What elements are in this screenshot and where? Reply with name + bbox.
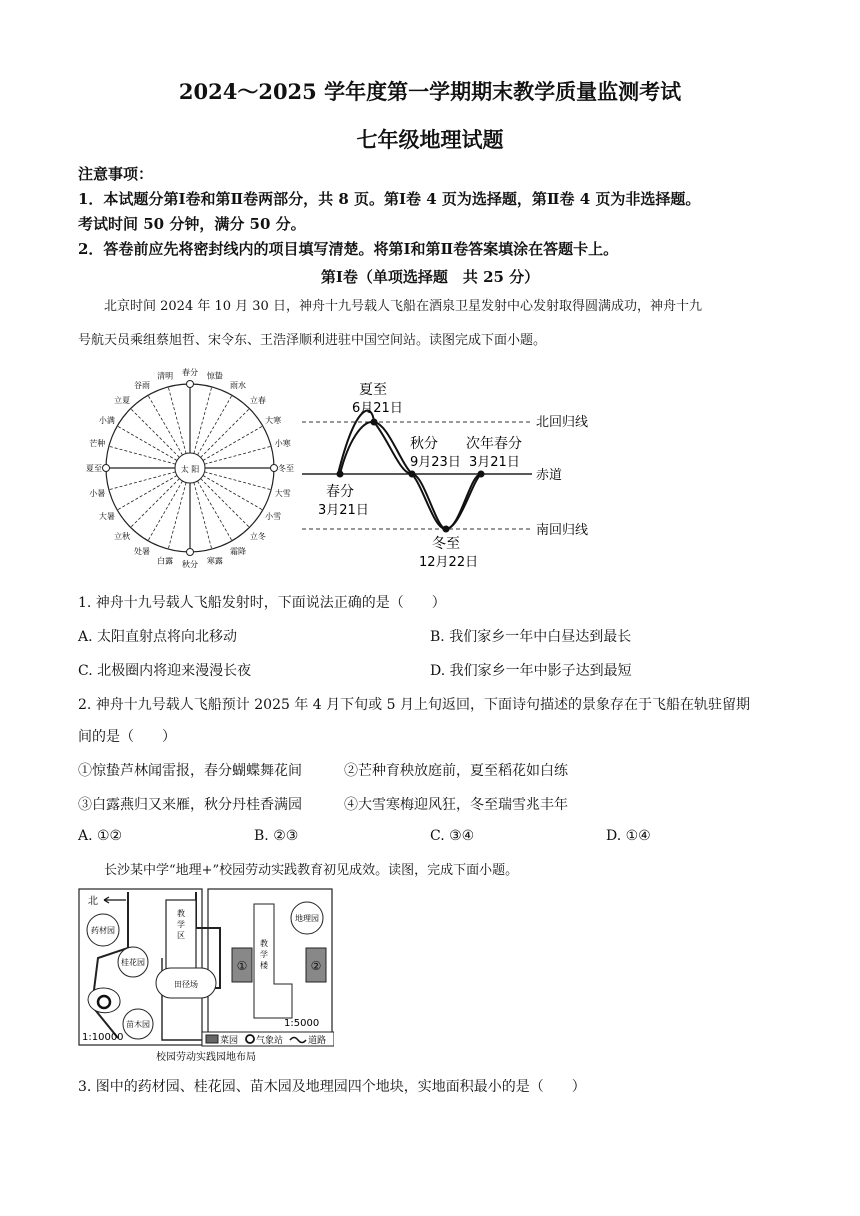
plot-1-label: ① (236, 959, 248, 973)
notice-item-1: 1．本试题分第Ⅰ卷和第Ⅱ卷两部分，共 8 页。第Ⅰ卷 4 页为选择题，第Ⅱ卷 4 页为非选择题。 (78, 190, 701, 208)
key-term-marker (103, 465, 110, 472)
tropic-north-label: 北回归线 (536, 415, 589, 430)
q2-poem-4: ④大雪寒梅迎风狂，冬至瑞雪兆丰年 (344, 797, 568, 813)
direct-point-curve (302, 382, 588, 570)
wheel-spoke (194, 482, 212, 549)
wheel-spoke (203, 426, 263, 461)
solar-term-label: 惊蛰 (206, 371, 223, 381)
solar-term-label: 小寒 (274, 439, 291, 449)
sun-label: 太 阳 (180, 465, 200, 474)
solar-term-label: 谷雨 (134, 380, 150, 390)
autumn-label: 秋分 (410, 436, 438, 452)
wheel-spoke (204, 446, 271, 464)
solar-term-label: 秋分 (182, 560, 198, 569)
summer-label: 夏至 (359, 382, 387, 398)
point-next-spring (478, 471, 485, 478)
nursery-garden-label: 苗木园 (126, 1020, 150, 1029)
question-2-stem-cont: 间的是（ ） (78, 729, 176, 745)
equator-label: 赤道 (536, 468, 563, 483)
q2-option-a[interactable]: A. ①② (78, 828, 123, 844)
herb-garden-label: 药材园 (91, 926, 115, 935)
q1-option-a[interactable]: A. 太阳直射点将向北移动 (78, 629, 238, 645)
point-winter (443, 526, 450, 533)
solar-term-label: 春分 (182, 368, 198, 377)
scale-left: 1:10000 (82, 1032, 124, 1043)
section-title: 第Ⅰ卷（单项选择题 共 25 分） (320, 268, 540, 286)
intro-2: 长沙某中学“地理+”校园劳动实践教育初见成效。读图，完成下面小题。 (104, 863, 519, 878)
question-2-stem: 2. 神舟十九号载人飞船预计 2025 年 4 月下旬或 5 月上旬返回，下面诗句描述的景象存在于飞船在轨驻留期 (78, 697, 750, 713)
teaching-building-label: 教学楼 (260, 939, 268, 970)
point-summer (371, 419, 378, 426)
exam-subtitle: 七年级地理试题 (356, 127, 504, 152)
wheel-spoke (194, 387, 212, 454)
wheel-spoke (131, 409, 180, 458)
q2-option-b[interactable]: B. ②③ (254, 828, 299, 844)
key-term-marker (187, 381, 194, 388)
plot-2-label: ② (310, 959, 322, 973)
question-1-stem: 1. 神舟十九号载人飞船发射时，下面说法正确的是（ ） (78, 595, 446, 611)
wheel-spoke (201, 479, 250, 528)
q1-option-c[interactable]: C. 北极圈内将迎来漫漫长夜 (78, 663, 252, 679)
wheel-spoke (198, 481, 233, 541)
q2-option-d[interactable]: D. ①④ (606, 828, 651, 844)
intro-line-2: 号航天员乘组蔡旭哲、宋令东、王浩泽顺利进驻中国空间站。读图完成下面小题。 (78, 333, 547, 348)
legend-veg: 菜园 (220, 1036, 239, 1046)
track-label: 田径场 (174, 980, 198, 989)
q1-option-d[interactable]: D. 我们家乡一年中影子达到最短 (430, 663, 632, 679)
solar-term-label: 大雪 (274, 488, 291, 498)
key-term-marker (271, 465, 278, 472)
wheel-spoke (117, 476, 177, 511)
summer-date: 6月21日 (352, 401, 403, 416)
point-autumn (409, 471, 416, 478)
solar-term-label: 小暑 (89, 488, 106, 498)
point-spring (337, 471, 344, 478)
legend-weather: 气象站 (256, 1036, 284, 1046)
solar-term-label: 立秋 (114, 531, 131, 541)
exam-title: 2024～2025 学年度第一学期期末教学质量监测考试 (178, 79, 682, 104)
solar-term-label: 白露 (157, 556, 174, 566)
solar-term-label: 芒种 (89, 439, 106, 449)
autumn-date: 9月23日 (410, 455, 461, 470)
wheel-spoke (201, 409, 250, 458)
q2-option-c[interactable]: C. ③④ (430, 828, 475, 844)
map-caption: 校园劳动实践园地布局 (156, 1052, 256, 1063)
wheel-spoke (204, 472, 271, 490)
next-spring-label: 次年春分 (466, 436, 522, 452)
solar-term-label: 霜降 (230, 547, 246, 557)
wheel-spoke (148, 395, 183, 455)
tropic-south-label: 南回归线 (536, 523, 589, 538)
intro-line-1: 北京时间 2024 年 10 月 30 日，神舟十九号载人飞船在酒泉卫星发射中心发射取得圆满成功，神舟十九 (104, 299, 702, 314)
solar-term-label: 立春 (249, 396, 266, 406)
teaching-area-label: 教学区 (177, 909, 185, 940)
wheel-spoke (109, 472, 176, 490)
solar-term-label: 立冬 (249, 531, 266, 541)
legend-road: 道路 (308, 1036, 327, 1046)
solar-term-label: 处暑 (134, 547, 150, 557)
solar-term-label: 寒露 (206, 556, 223, 566)
wheel-spoke (168, 482, 186, 549)
wheel-spoke (203, 476, 263, 511)
wheel-spoke (148, 481, 183, 541)
solar-term-label: 清明 (157, 371, 174, 381)
q2-poem-2: ②芒种育秧放庭前，夏至稻花如白练 (344, 763, 568, 779)
solar-term-label: 立夏 (114, 396, 131, 406)
campus-map-figure (78, 888, 334, 1068)
north-label: 北 (88, 896, 98, 907)
wheel-spoke (168, 387, 186, 454)
q2-poem-3: ③白露燕归又来雁，秋分丹桂香满园 (78, 797, 302, 813)
notice-item-1-cont: 考试时间 50 分钟，满分 50 分。 (78, 215, 306, 233)
spring-date: 3月21日 (318, 503, 369, 518)
vegetable-garden-legend-icon (206, 1035, 218, 1043)
notice-heading: 注意事项： (78, 165, 154, 183)
geo-garden-label: 地理园 (295, 914, 319, 923)
next-spring-date: 3月21日 (469, 455, 520, 470)
solar-term-label: 夏至 (86, 464, 102, 473)
winter-date: 12月22日 (419, 555, 479, 570)
wheel-spoke (131, 479, 180, 528)
key-term-marker (187, 549, 194, 556)
solar-term-label: 雨水 (230, 380, 246, 390)
scale-right: 1:5000 (284, 1018, 320, 1029)
solar-terms-figure (76, 362, 616, 574)
question-3-stem: 3. 图中的药材园、桂花园、苗木园及地理园四个地块，实地面积最小的是（ ） (78, 1079, 586, 1095)
notice-item-2: 2．答卷前应先将密封线内的项目填写清楚。将第Ⅰ和第Ⅱ卷答案填涂在答题卡上。 (78, 240, 619, 258)
solar-term-label: 小满 (98, 416, 115, 425)
solar-term-label: 小雪 (265, 512, 282, 521)
wheel-spoke (117, 426, 177, 461)
q2-poem-1: ①惊蛰芦林闻雷报，春分蝴蝶舞花间 (78, 763, 302, 779)
solar-term-label: 大暑 (98, 512, 115, 521)
q1-option-b[interactable]: B. 我们家乡一年中白昼达到最长 (430, 629, 632, 645)
wheel-spoke (109, 446, 176, 464)
solar-terms-wheel (86, 367, 294, 569)
spring-label: 春分 (326, 484, 354, 500)
osmanthus-garden-label: 桂花园 (121, 958, 145, 967)
winter-label: 冬至 (432, 536, 460, 552)
solar-term-label: 冬至 (278, 464, 294, 473)
wheel-spoke (198, 395, 233, 455)
solar-term-label: 大寒 (265, 416, 282, 425)
